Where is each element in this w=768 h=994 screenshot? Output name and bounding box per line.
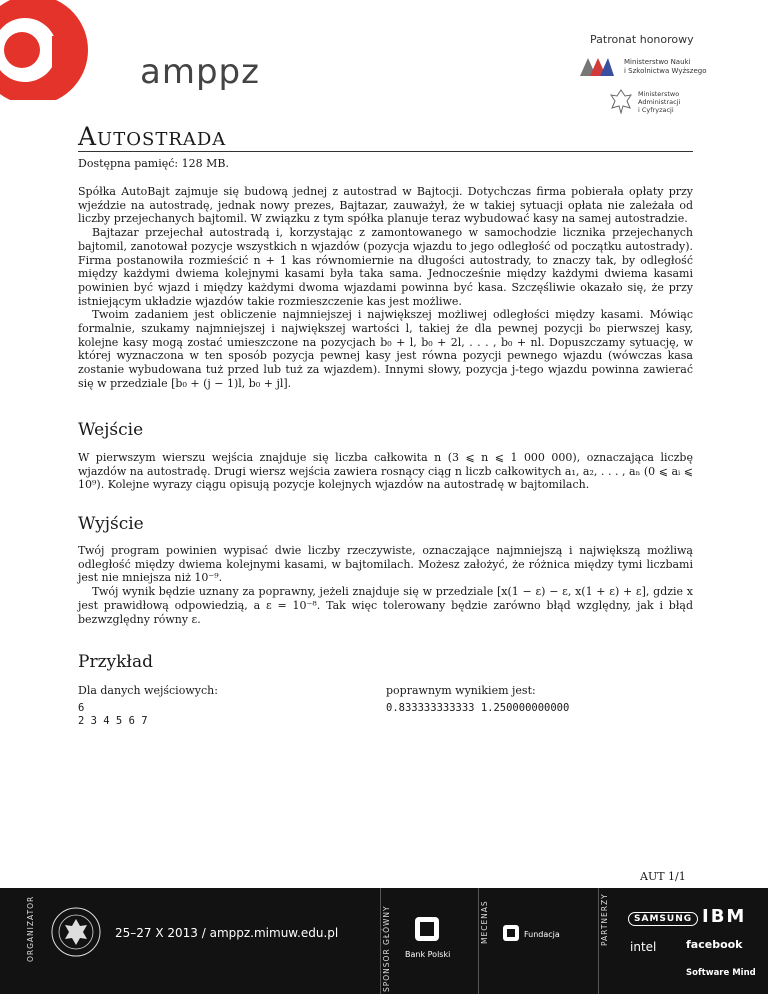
- university-seal-icon: [50, 906, 102, 958]
- brand-name: amppz: [140, 52, 260, 92]
- problem-statement: [78, 185, 693, 391]
- footer-divider: [478, 888, 479, 994]
- sponsor-footer: [0, 888, 768, 994]
- statement-paragraph-1: Spółka AutoBajt zajmuje się budową jednej z autostrad w Bajtocji. Dotychczas firma pobierała opłaty przy wjeździe na autostradę, jednak nowy prezes, Bajtazar, zauważył, że w takiej sytuacji opłata nie zależała od liczby przejechanych bajtomil. W związku z tym spółka planuje teraz wybudować kasy na samej autostradzie.: [78, 185, 693, 226]
- input-section: [78, 451, 693, 492]
- title-divider: [78, 151, 693, 152]
- patronat-label: Patronat honorowy: [590, 33, 694, 46]
- ibm-logo: IBM: [702, 906, 747, 927]
- fundacja-label: Fundacja: [524, 930, 560, 939]
- ministry-admin-line2: Administracji: [638, 98, 681, 106]
- input-heading: Wejście: [78, 420, 144, 440]
- event-dates-url: 25–27 X 2013 / amppz.mimuw.edu.pl: [115, 926, 339, 940]
- ministry-science-line1: Ministerstwo Nauki: [624, 58, 691, 66]
- footer-divider: [380, 888, 381, 994]
- organizator-label: ORGANIZATOR: [26, 895, 35, 962]
- ministry-science-logo: [580, 58, 720, 78]
- output-paragraph-1: Twój program powinien wypisać dwie liczby rzeczywiste, oznaczające najmniejszą i największą możliwą odległość między dwiema kolejnymi kasami, w bajtomilach. Możesz założyć, że różnica między tymi liczbami jest nie mniejsza niż 10⁻⁹.: [78, 544, 693, 585]
- sponsor-label: SPONSOR GŁÓWNY: [382, 905, 391, 992]
- eagle-emblem-icon: [610, 88, 632, 114]
- ministry-admin-logo: [610, 88, 730, 120]
- samsung-logo: SAMSUNG: [628, 912, 698, 926]
- mecenas-label: MECENAS: [480, 900, 489, 944]
- example-output: 0.833333333333 1.250000000000: [386, 702, 570, 714]
- statement-paragraph-3: Twoim zadaniem jest obliczenie najmniejszej i największej możliwej odległości między kasami. Mówiąc formalnie, szukamy najmniejszej i największej wartości l, takiej że dla pewnej pozycji b₀ pierwszej kasy, kolejne kasy mogą zostać umieszczone na pozycjach b₀ + l, b₀ + 2l, . . . , b₀ + nl. Dopuszczamy sytuację, w której wyznaczona w ten sposób pozycja pewnej kasy jest równa pozycji pewnego wjazdu (wówczas kasa zostanie wybudowana tuż przed lub tuż za wjazdem). Innymi słowy, pozycja j-tego wjazdu powinna zawierać się w przedziale [b₀ + (j − 1)l, b₀ + jl].: [78, 308, 693, 390]
- ministry-admin-line3: i Cyfryzacji: [638, 106, 674, 114]
- intel-logo: intel: [630, 940, 657, 954]
- example-heading: Przykład: [78, 652, 153, 672]
- memory-limit: Dostępna pamięć: 128 MB.: [78, 157, 229, 170]
- output-paragraph-2: Twój wynik będzie uznany za poprawny, jeżeli znajduje się w przedziale [x(1 − ε) − ε, x(1 + ε) + ε], gdzie x jest prawidłową odpowiedzią, a ε = 10⁻⁸. Tak więc tolerowany będzie zarówno błąd względny, jak i błąd bezwzględny równy ε.: [78, 585, 693, 626]
- output-heading: Wyjście: [78, 514, 144, 534]
- ministry-science-line2: i Szkolnictwa Wyższego: [624, 67, 707, 75]
- ministry-admin-line1: Ministerstwo: [638, 90, 680, 98]
- partnerzy-label: PARTNERZY: [600, 893, 609, 946]
- page-id: AUT 1/1: [640, 870, 686, 883]
- input-paragraph: W pierwszym wierszu wejścia znajduje się liczba całkowita n (3 ⩽ n ⩽ 1 000 000), oznaczająca liczbę wjazdów na autostradę. Drugi wiersz wejścia zawiera rosnący ciąg n liczb całkowitych a₁, a₂, . . . , aₙ (0 ⩽ aᵢ ⩽ 10⁹). Kolejne wyrazy ciągu opisują pozycje kolejnych wjazdów na autostradę w bajtomilach.: [78, 451, 693, 492]
- amppz-logo-icon: [0, 0, 125, 100]
- pko-bank-icon: [414, 916, 440, 942]
- software-mind-logo: Software Mind: [686, 968, 756, 978]
- output-section: [78, 544, 693, 626]
- example-input-label: Dla danych wejściowych:: [78, 684, 218, 697]
- pko-fundacja-icon: [502, 924, 520, 942]
- bank-label: Bank Polski: [405, 950, 451, 959]
- example-input: 6 2 3 4 5 6 7: [78, 702, 148, 727]
- example-output-label: poprawnym wynikiem jest:: [386, 684, 536, 697]
- statement-paragraph-2: Bajtazar przejechał autostradą i, korzystając z zamontowanego w samochodzie licznika przejechanych bajtomil, zanotował pozycje wszystkich n wjazdów (pozycja wjazdu to jego odległość od początku autostrady). Firma postanowiła rozmieścić n + 1 kas równomiernie na długości autostrady, to znaczy tak, by odległość między każdymi dwiema kolejnymi kasami była taka sama. Jednocześnie między każdymi dwiema kasami powinien być wjazd i między każdymi dwoma wjazdami powinna być kasa. Szczęśliwie okazało się, że przy istniejącym układzie wjazdów takie rozmieszczenie kas jest możliwe.: [78, 226, 693, 308]
- facebook-logo: facebook: [686, 938, 743, 951]
- ministry-science-icon: [580, 58, 614, 76]
- problem-title: Autostrada: [78, 122, 227, 151]
- footer-divider: [598, 888, 599, 994]
